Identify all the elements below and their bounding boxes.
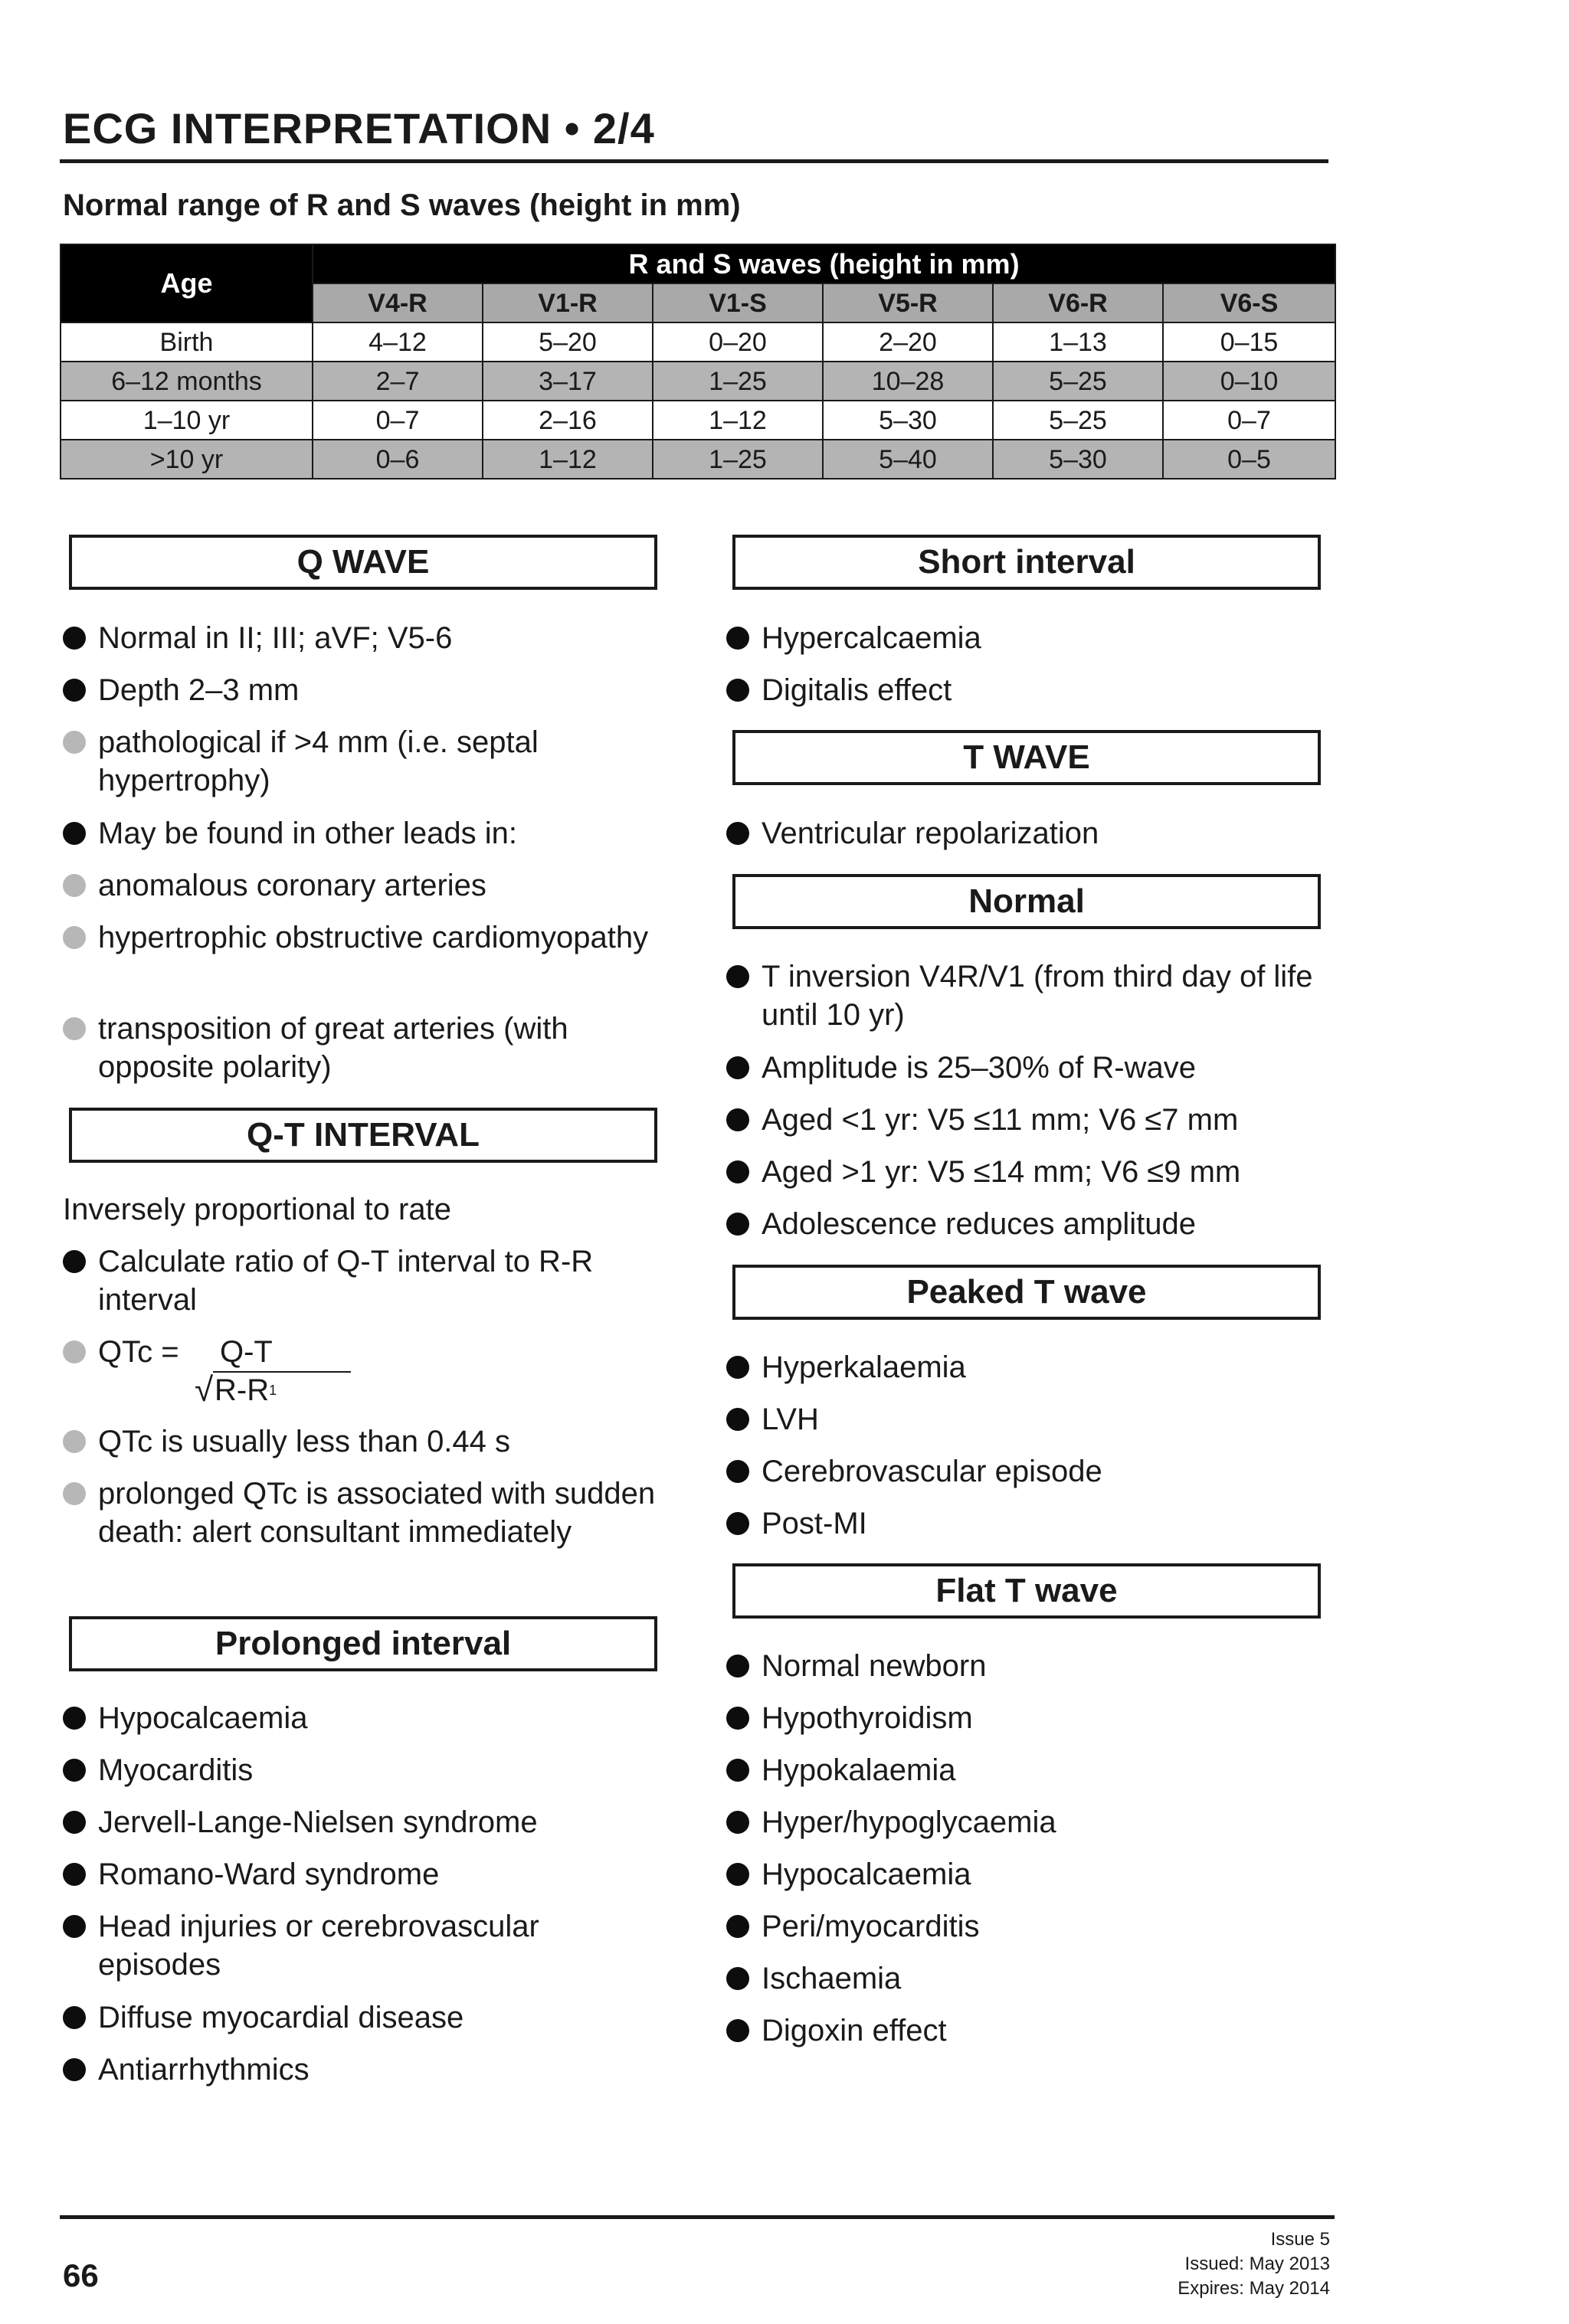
bullet-black-icon (63, 822, 86, 845)
bullet-grey-icon (63, 874, 86, 897)
bullet-black-icon (726, 1056, 749, 1079)
issue-info (1178, 2227, 1330, 2301)
bullet-black-icon (63, 679, 86, 702)
page-number: 66 (63, 2257, 99, 2293)
page-title: ECG INTERPRETATION • 2/4 (63, 104, 655, 152)
table-cell: 3–17 (483, 362, 653, 401)
table-header-group: R and S waves (height in mm) (313, 244, 1335, 283)
bullet-black-icon (63, 2058, 86, 2081)
bullet-grey-icon (63, 731, 86, 754)
table-cell: 1–13 (993, 322, 1163, 362)
list-item: hypertrophic obstructive cardiomyopathy (63, 918, 668, 957)
bullet-black-icon (63, 1915, 86, 1938)
bullet-black-icon (726, 1213, 749, 1236)
list-item: Ischaemia (726, 1959, 1332, 1998)
list-item: Hypocalcaemia (63, 1699, 668, 1737)
bullet-black-icon (726, 965, 749, 988)
bullet-black-icon (726, 1811, 749, 1834)
bullet-black-icon (63, 627, 86, 650)
peaked-t-wave-heading: Peaked T wave (732, 1265, 1321, 1320)
list-item: LVH (726, 1400, 1332, 1439)
square-root-icon: √ (195, 1371, 214, 1409)
list-item: Head injuries or cerebrovascular episodes (63, 1907, 668, 1984)
bullet-black-icon (726, 1160, 749, 1183)
table-cell: 5–30 (823, 401, 993, 440)
table-header-age: Age (61, 244, 313, 322)
normal-heading: Normal (732, 874, 1321, 929)
list-item: Calculate ratio of Q-T interval to R-R interval (63, 1242, 668, 1319)
table-cell: 5–40 (823, 440, 993, 479)
list-item: Ventricular repolarization (726, 814, 1332, 853)
formula-lhs: QTc = (98, 1335, 179, 1369)
list-item: Hypokalaemia (726, 1751, 1332, 1789)
bullet-black-icon (63, 1811, 86, 1834)
qt-intro-text: Inversely proportional to rate (63, 1193, 451, 1226)
bullet-grey-icon (63, 1340, 86, 1363)
formula-superscript: 1 (269, 1383, 277, 1398)
list-item: Aged >1 yr: V5 ≤14 mm; V6 ≤9 mm (726, 1153, 1332, 1191)
bullet-black-icon (726, 679, 749, 702)
list-item: Hypocalcaemia (726, 1855, 1332, 1894)
list-item: Digitalis effect (726, 671, 1332, 709)
bullet-black-icon (726, 1512, 749, 1535)
r-s-waves-table (60, 244, 1336, 480)
list-item: Amplitude is 25–30% of R-wave (726, 1049, 1332, 1087)
table-row (61, 440, 1335, 479)
title-rule (60, 159, 1328, 163)
table-cell-age: >10 yr (61, 440, 313, 479)
bullet-grey-icon (63, 926, 86, 949)
table-cell: 5–25 (993, 401, 1163, 440)
list-item: Depth 2–3 mm (63, 671, 668, 709)
table-cell: 5–25 (993, 362, 1163, 401)
expiry-date: Expires: May 2014 (1178, 2278, 1330, 2299)
list-item: transposition of great arteries (with opposite polarity) (63, 1010, 668, 1086)
t-wave-heading: T WAVE (732, 730, 1321, 785)
bullet-black-icon (726, 1707, 749, 1730)
table-cell: 5–20 (483, 322, 653, 362)
qtc-formula (63, 1333, 446, 1409)
bullet-black-icon (726, 1759, 749, 1782)
bullet-grey-icon (63, 1017, 86, 1040)
bullet-grey-icon (63, 1430, 86, 1453)
table-row (61, 322, 1335, 362)
list-item: Adolescence reduces amplitude (726, 1205, 1332, 1243)
table-cell: 1–12 (653, 401, 823, 440)
q-wave-heading: Q WAVE (69, 535, 657, 590)
bullet-black-icon (726, 2019, 749, 2042)
bullet-black-icon (726, 627, 749, 650)
bullet-black-icon (726, 1108, 749, 1131)
bullet-black-icon (63, 1707, 86, 1730)
list-item: Antiarrhythmics (63, 2051, 668, 2089)
list-item: Peri/myocarditis (726, 1907, 1332, 1946)
table-cell: 2–7 (313, 362, 483, 401)
prolonged-interval-heading: Prolonged interval (69, 1616, 657, 1671)
table-cell: 1–25 (653, 362, 823, 401)
list-item: T inversion V4R/V1 (from third day of life until 10 yr) (726, 957, 1332, 1034)
table-column-header: V6-S (1163, 283, 1335, 322)
bullet-black-icon (726, 1408, 749, 1431)
bullet-black-icon (726, 1863, 749, 1886)
list-item: Myocarditis (63, 1751, 668, 1789)
list-item: Jervell-Lange-Nielsen syndrome (63, 1803, 668, 1841)
table-cell: 0–7 (313, 401, 483, 440)
list-item: Diffuse myocardial disease (63, 1998, 668, 2037)
table-row (61, 362, 1335, 401)
table-heading: Normal range of R and S waves (height in mm) (63, 188, 741, 222)
table-cell: 0–20 (653, 322, 823, 362)
bullet-black-icon (726, 1356, 749, 1379)
table-cell-age: Birth (61, 322, 313, 362)
table-column-header: V1-R (483, 283, 653, 322)
issued-date: Issued: May 2013 (1184, 2254, 1330, 2274)
table-cell: 2–20 (823, 322, 993, 362)
list-item: Normal newborn (726, 1647, 1332, 1685)
table-column-header: V5-R (823, 283, 993, 322)
bullet-black-icon (726, 1655, 749, 1678)
table-row (61, 401, 1335, 440)
table-cell: 10–28 (823, 362, 993, 401)
bullet-black-icon (63, 2006, 86, 2029)
table-cell: 1–25 (653, 440, 823, 479)
bullet-black-icon (726, 1460, 749, 1483)
list-item: Digoxin effect (726, 2011, 1332, 2050)
bullet-black-icon (63, 1863, 86, 1886)
flat-t-wave-heading: Flat T wave (732, 1563, 1321, 1619)
list-item: Hyper/hypoglycaemia (726, 1803, 1332, 1841)
table-cell: 1–12 (483, 440, 653, 479)
bullet-black-icon (726, 822, 749, 845)
list-item: QTc is usually less than 0.44 s (63, 1422, 668, 1461)
table-cell: 5–30 (993, 440, 1163, 479)
table-cell: 0–6 (313, 440, 483, 479)
list-item: Cerebrovascular episode (726, 1452, 1332, 1491)
list-item: Romano-Ward syndrome (63, 1855, 668, 1894)
table-cell: 0–5 (1163, 440, 1335, 479)
formula-numerator: Q-T (220, 1335, 273, 1369)
table-column-header: V1-S (653, 283, 823, 322)
list-item: Hyperkalaemia (726, 1348, 1332, 1386)
table-cell: 0–7 (1163, 401, 1335, 440)
table-cell-age: 6–12 months (61, 362, 313, 401)
table-column-header: V4-R (313, 283, 483, 322)
bullet-grey-icon (63, 1482, 86, 1505)
list-item: Post-MI (726, 1504, 1332, 1543)
list-item: Normal in II; III; aVF; V5-6 (63, 619, 668, 657)
qt-interval-heading: Q-T INTERVAL (69, 1108, 657, 1163)
table-cell: 0–15 (1163, 322, 1335, 362)
list-item: Hypothyroidism (726, 1699, 1332, 1737)
short-interval-heading: Short interval (732, 535, 1321, 590)
list-item: Aged <1 yr: V5 ≤11 mm; V6 ≤7 mm (726, 1101, 1332, 1139)
footer-rule (60, 2215, 1335, 2219)
table-cell-age: 1–10 yr (61, 401, 313, 440)
table-cell: 0–10 (1163, 362, 1335, 401)
table-column-header: V6-R (993, 283, 1163, 322)
list-item: anomalous coronary arteries (63, 866, 668, 905)
bullet-black-icon (63, 1759, 86, 1782)
list-item: May be found in other leads in: (63, 814, 668, 853)
table-cell: 4–12 (313, 322, 483, 362)
issue-number: Issue 5 (1270, 2229, 1330, 2250)
bullet-black-icon (63, 1250, 86, 1273)
bullet-black-icon (726, 1915, 749, 1938)
list-item: pathological if >4 mm (i.e. septal hypertrophy) (63, 723, 668, 800)
table-cell: 2–16 (483, 401, 653, 440)
formula-denominator: $R-R^1$ (215, 1373, 277, 1407)
list-item: Hypercalcaemia (726, 619, 1332, 657)
list-item: prolonged QTc is associated with sudden death: alert consultant immediately (63, 1475, 668, 1551)
bullet-black-icon (726, 1967, 749, 1990)
